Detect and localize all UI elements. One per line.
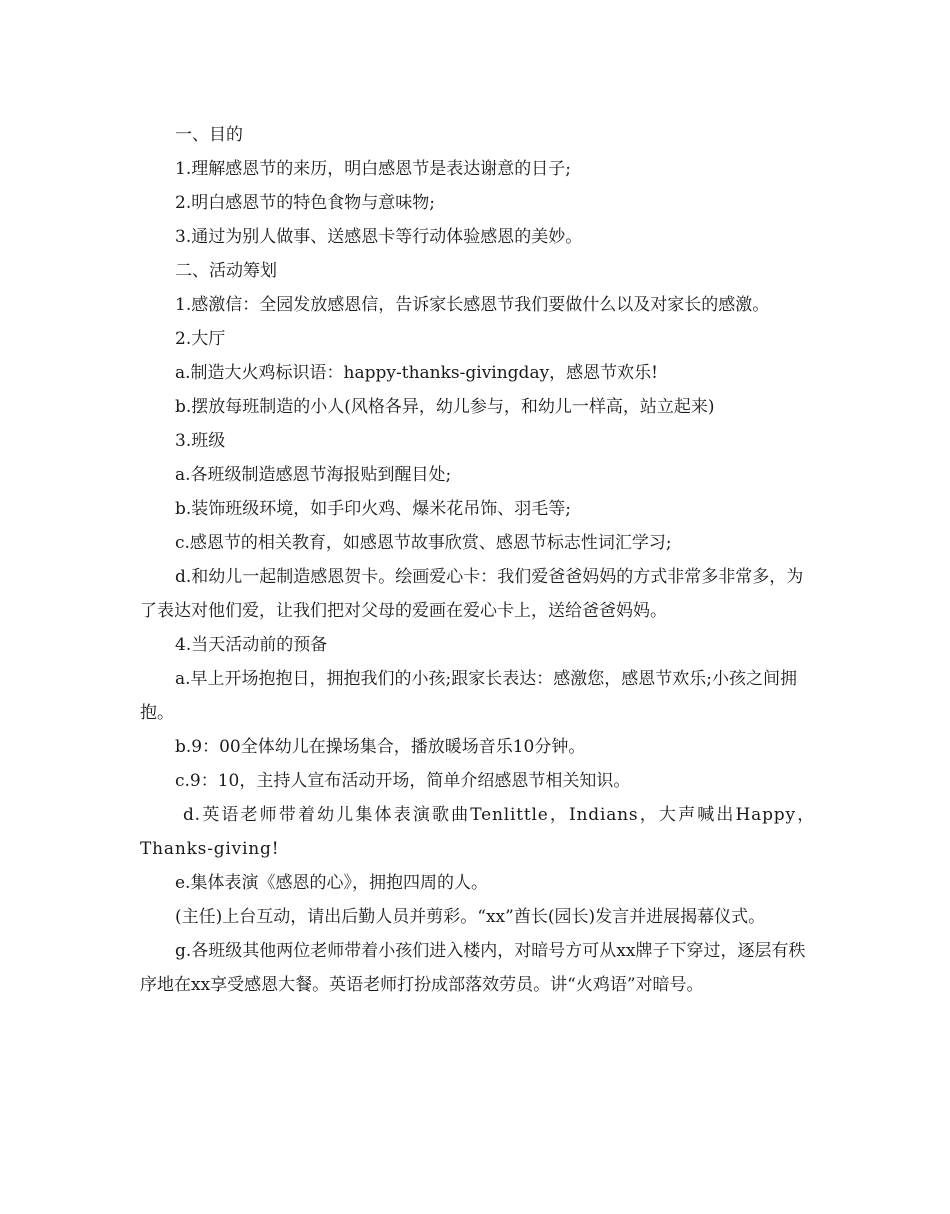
section-heading-planning: 二、活动筹划: [175, 261, 277, 281]
goal-item-3: 3.通过为别人做事、送感恩卡等行动体验感恩的美妙。: [175, 227, 583, 247]
goal-item-2: 2.明白感恩节的特色食物与意味物;: [175, 193, 435, 213]
section-heading-goals: 一、目的: [175, 125, 243, 145]
prep-item-a: a.早上开场抱抱日，拥抱我们的小孩;跟家长表达：感激您，感恩节欢乐;小孩之间拥抱。: [140, 669, 797, 723]
plan-item-preparation: 4.当天活动前的预备: [175, 635, 328, 655]
prep-item-b: b.9：00全体幼儿在操场集合，播放暖场音乐10分钟。: [175, 737, 586, 757]
prep-item-c: c.9：10，主持人宣布活动开场，简单介绍感恩节相关知识。: [175, 771, 631, 791]
prep-item-g: g.各班级其他两位老师带着小孩们进入楼内，对暗号方可从xx牌子下穿过，逐层有秩序地在xx享受感恩大餐。英语老师打扮成部落效劳员。讲“火鸡语”对暗号。: [140, 941, 806, 995]
hall-item-a: a.制造大火鸡标识语：happy-thanks-givingday，感恩节欢乐!: [175, 363, 659, 383]
prep-item-f: (主任)上台互动，请出后勤人员并剪彩。“xx”酋长(园长)发言并进展揭幕仪式。: [175, 907, 766, 927]
plan-item-class: 3.班级: [175, 431, 226, 451]
plan-item-hall: 2.大厅: [175, 329, 226, 349]
class-item-a: a.各班级制造感恩节海报贴到醒目处;: [175, 465, 452, 485]
class-item-b: b.装饰班级环境，如手印火鸡、爆米花吊饰、羽毛等;: [175, 499, 572, 519]
goal-item-1: 1.理解感恩节的来历，明白感恩节是表达谢意的日子;: [175, 159, 571, 179]
hall-item-b: b.摆放每班制造的小人(风格各异，幼儿参与，和幼儿一样高，站立起来): [175, 397, 715, 417]
prep-item-e: e.集体表演《感恩的心》，拥抱四周的人。: [175, 873, 488, 893]
class-item-d: d.和幼儿一起制造感恩贺卡。绘画爱心卡：我们爱爸爸妈妈的方式非常多非常多，为了表达对他们爱，让我们把对父母的爱画在爱心卡上，送给爸爸妈妈。: [140, 567, 804, 621]
class-item-c: c.感恩节的相关教育，如感恩节故事欣赏、感恩节标志性词汇学习;: [175, 533, 672, 553]
prep-item-d: d.英语老师带着幼儿集体表演歌曲Tenlittle，Indians，大声喊出Happy，Thanks-giving!: [140, 805, 815, 859]
plan-item-letter: 1.感激信：全园发放感恩信，告诉家长感恩节我们要做什么以及对家长的感激。: [175, 295, 770, 315]
document-body: [140, 118, 815, 1002]
